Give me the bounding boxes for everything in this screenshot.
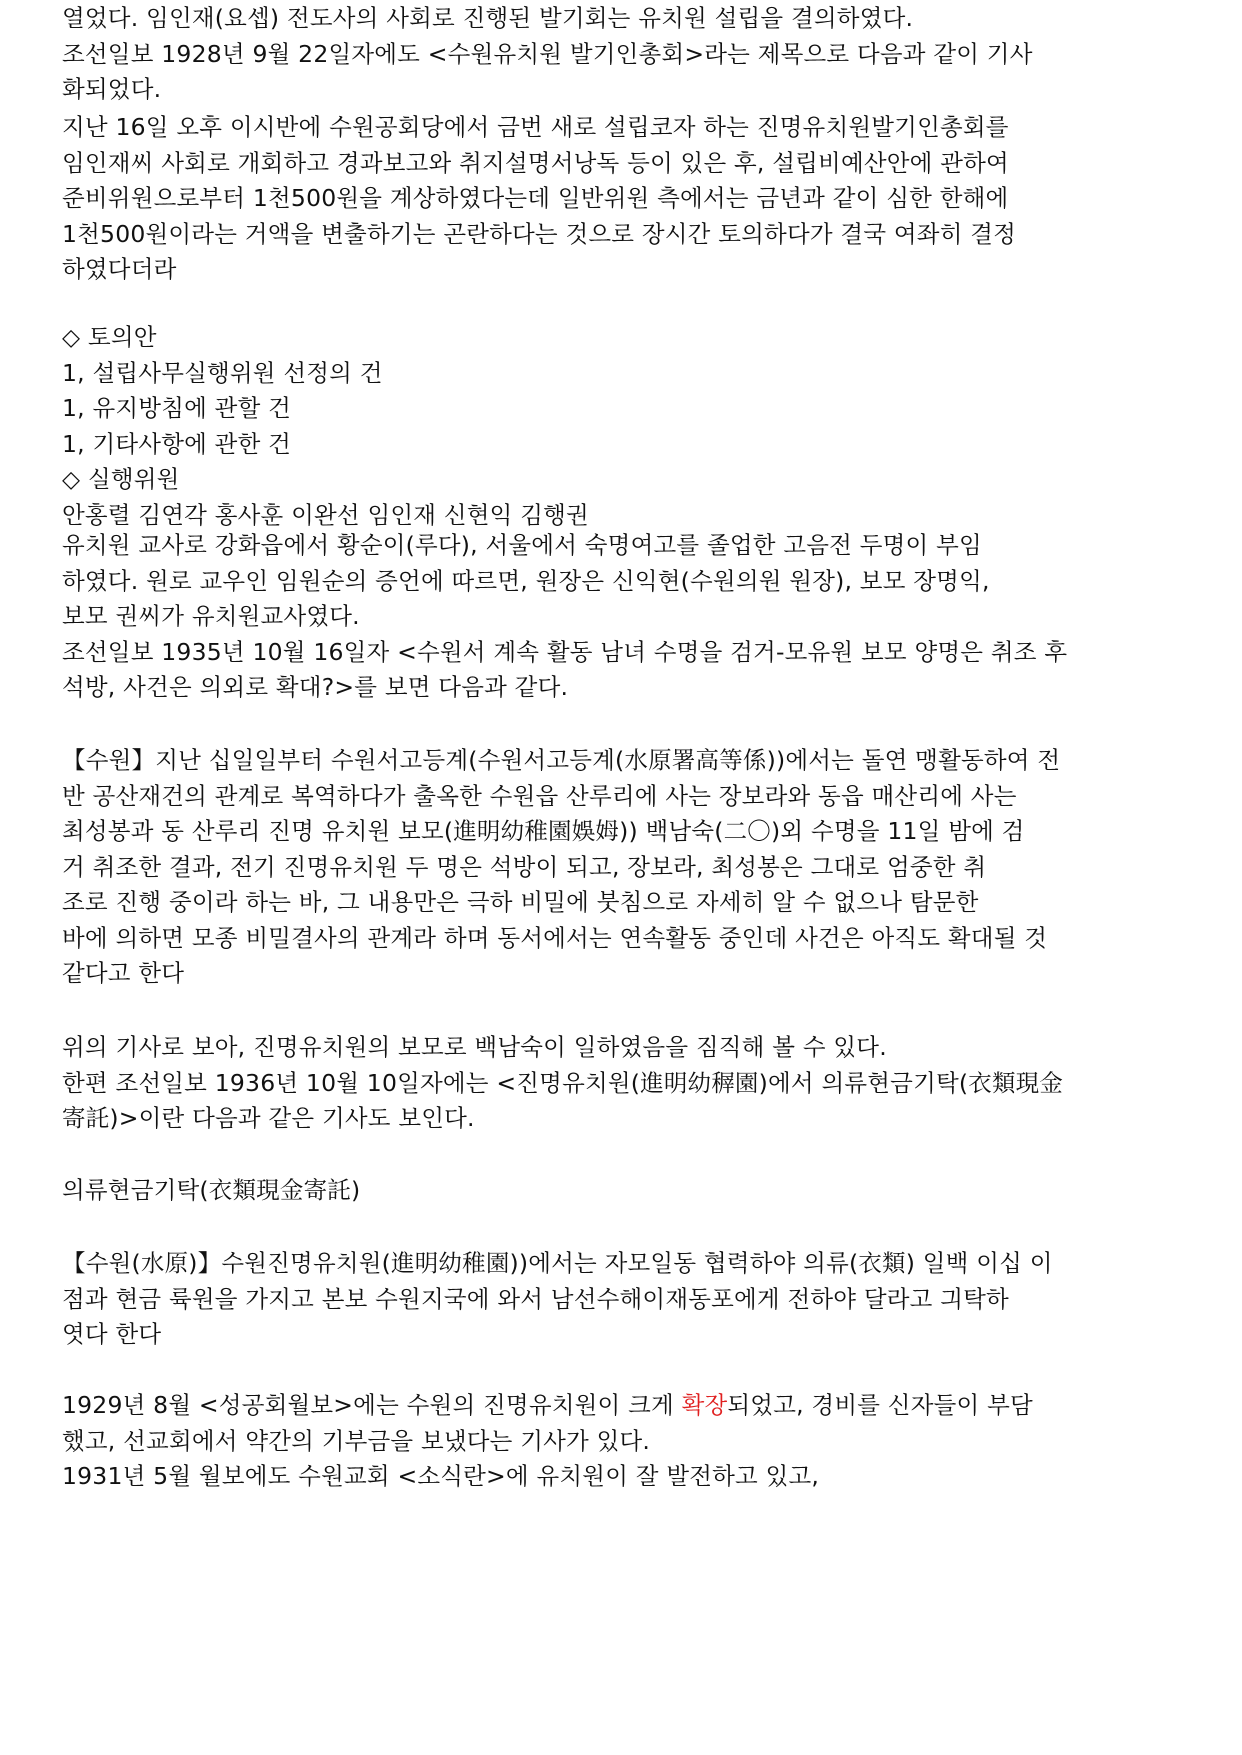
text-line: 엿다 한다 bbox=[62, 1320, 162, 1348]
text-line: 반 공산재건의 관계로 복역하다가 출옥한 수원읍 산루리에 사는 장보라와 동읍 매산리에 사는 bbox=[62, 781, 1017, 810]
text-line: 조로 진행 중이라 하는 바, 그 내용만은 극하 비밀에 붓침으로 자세히 알 수 없으나 탐문한 bbox=[62, 888, 979, 916]
text-line: 조선일보 1928년 9월 22일자에도 <수원유치원 발기인총회>라는 제목으로 다음과 같이 기사 bbox=[62, 39, 1033, 68]
text-line: 【수원】지난 십일일부터 수원서고등계(수원서고등계(水原署高等係))에서는 돌연 맹활동하여 전 bbox=[62, 746, 1061, 774]
text-line: 거 취조한 결과, 전기 진명유치원 두 명은 석방이 되고, 장보라, 최성봉은 그대로 엄중한 취 bbox=[62, 852, 987, 881]
text-line: 열었다. 임인재(요셉) 전도사의 사회로 진행된 발기회는 유치원 설립을 결의하였다. bbox=[62, 4, 914, 32]
text-line: 하였다더라 bbox=[62, 255, 177, 283]
text-line: 임인재씨 사회로 개회하고 경과보고와 취지설명서낭독 등이 있은 후, 설립비예산안에 관하여 bbox=[62, 148, 1009, 177]
text-line: ◇ 실행위원 bbox=[62, 465, 180, 493]
text-line: 1, 유지방침에 관할 건 bbox=[62, 394, 292, 422]
text-line: 최성봉과 동 산루리 진명 유치원 보모(進明幼稚園娛姆)) 백남숙(二〇)외 수명을 11일 밤에 검 bbox=[62, 817, 1025, 845]
text-line: 1, 기타사항에 관한 건 bbox=[62, 429, 292, 458]
text-line: 위의 기사로 보아, 진명유치원의 보모로 백남숙이 일하였음을 짐직해 볼 수 있다. bbox=[62, 1033, 887, 1061]
text-line: 하였다. 원로 교우인 임원순의 증언에 따르면, 원장은 신익현(수원의원 원장), 보모 장명익, bbox=[62, 566, 990, 595]
text-line: 寄託)>이란 다음과 같은 기사도 보인다. bbox=[62, 1104, 475, 1132]
text-line: 안홍렬 김연각 홍사훈 이완선 임인재 신현익 김행권 bbox=[62, 500, 589, 529]
text-line: 유치원 교사로 강화읍에서 황순이(루다), 서울에서 숙명여고를 졸업한 고음전 두명이 부임 bbox=[62, 531, 982, 559]
highlighted-word: 확장 bbox=[681, 1391, 728, 1419]
text-line: 같다고 한다 bbox=[62, 959, 185, 987]
text-line: 1, 설립사무실행위원 선정의 건 bbox=[62, 358, 383, 387]
text-line: 1천500원이라는 거액을 변출하기는 곤란하다는 것으로 장시간 토의하다가 결국 여좌히 결정 bbox=[62, 219, 1017, 248]
text-line: 의류현금기탁(衣類現金寄託) bbox=[62, 1176, 361, 1204]
text-line: 석방, 사건은 의외로 확대?>를 보면 다음과 같다. bbox=[62, 673, 569, 701]
text-line: 【수원(水原)】수원진명유치원(進明幼稚園))에서는 자모일동 협력하야 의류(衣類) 일백 이십 이 bbox=[62, 1249, 1053, 1277]
text-line: 했고, 선교회에서 약간의 기부금을 보냈다는 기사가 있다. bbox=[62, 1426, 651, 1455]
text-line: 준비위원으로부터 1천500원을 계상하였다는데 일반위원 측에서는 금년과 같이 심한 한해에 bbox=[62, 184, 1009, 212]
text-line: 지난 16일 오후 이시반에 수원공회당에서 금번 새로 설립코자 하는 진명유치원발기인총회를 bbox=[62, 113, 1009, 141]
text-line: 보모 권씨가 유치원교사였다. bbox=[62, 602, 360, 630]
text-line: 화되었다. bbox=[62, 75, 162, 103]
text-line: 조선일보 1935년 10월 16일자 <수원서 계속 활동 남녀 수명을 검거-모유원 보모 양명은 취조 후 bbox=[62, 637, 1068, 666]
text-line: 바에 의하면 모종 비밀결사의 관계라 하며 동서에서는 연속활동 중인데 사건은 아직도 확대될 것 bbox=[62, 923, 1048, 952]
text-line: ◇ 토의안 bbox=[62, 323, 157, 351]
text-line-with-highlight: 1929년 8월 <성공회월보>에는 수원의 진명유치원이 크게 확장되었고, 경비를 신자들이 부담 bbox=[62, 1391, 1033, 1419]
text-line: 한편 조선일보 1936년 10월 10일자에는 <진명유치원(進明幼稺園)에서 의류현금기탁(衣類現金 bbox=[62, 1068, 1064, 1097]
text-line: 점과 현금 륙원을 가지고 본보 수원지국에 와서 남선수해이재동포에게 전하야 달라고 긔탁하 bbox=[62, 1284, 1009, 1313]
text-line: 1931년 5월 월보에도 수원교회 <소식란>에 유치원이 잘 발전하고 있고, bbox=[62, 1462, 820, 1490]
